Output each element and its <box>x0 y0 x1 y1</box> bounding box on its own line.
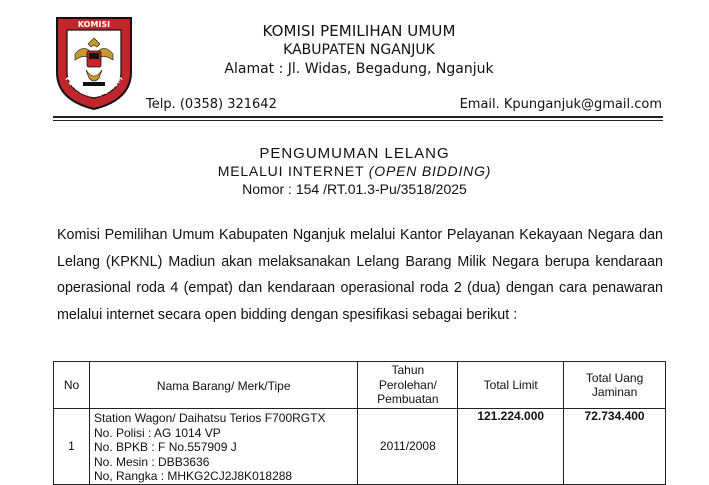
header-deposit <box>564 362 666 409</box>
org-name: KOMISI PEMILIHAN UMUM <box>262 22 456 40</box>
header-limit: Total Limit <box>458 362 564 409</box>
row-no: 1 <box>54 409 90 485</box>
table-row <box>54 409 666 485</box>
header-deposit-line-2: Jaminan <box>591 385 638 399</box>
subtitle-plain: MELALUI INTERNET <box>217 163 369 179</box>
bpkb-number: No. BPKB : F No.557909 J <box>94 440 237 454</box>
table-header-row <box>54 362 666 409</box>
announcement-title: PENGUMUMAN LELANG <box>259 145 450 162</box>
header-year <box>358 362 458 409</box>
vehicle-type: Station Wagon/ Daihatsu Terios F700RGTX <box>94 411 326 425</box>
header-year-line-1: Tahun <box>391 363 425 378</box>
logo-text-bottom: PEMILIHAN UMUM <box>63 74 125 100</box>
regency-name: KABUPATEN NGANJUK <box>283 42 435 58</box>
announcement-subtitle <box>0 163 709 179</box>
announcement-number: Nomor : 154 /RT.01.3-Pu/3518/2025 <box>242 181 467 197</box>
logo-text-top: KOMISI <box>77 20 111 29</box>
email-address: Email. Kpunganjuk@gmail.com <box>459 97 662 112</box>
header-year-line-2: Perolehan/ <box>378 377 437 392</box>
subtitle-italic: (OPEN BIDDING) <box>368 163 492 179</box>
intro-paragraph: Komisi Pemilihan Umum Kabupaten Nganjuk melalui Kantor Pelayanan Kekayaan Negara dan Lelang (KPKNL) Madiun akan melaksanakan Lelang Barang Milik Negara berupa kendaraan operasional roda 4 (empat) dan kendaraan operasional roda 2 (dua) dengan cara penawaran melalui internet secara open bidding dengan spesifikasi sebagai berikut : <box>57 227 663 323</box>
header-no: No <box>54 362 90 409</box>
header-year-line-3: Pembuatan <box>377 392 439 407</box>
address: Alamat : Jl. Widas, Begadung, Nganjuk <box>224 61 494 77</box>
engine-number: No. Mesin : DBB3636 <box>94 454 210 469</box>
header-name: Nama Barang/ Merk/Tipe <box>90 362 358 409</box>
police-number: No. Polisi : AG 1014 VP <box>94 425 221 440</box>
letterhead-rule-thin <box>53 120 663 121</box>
auction-items-table <box>53 361 666 485</box>
header-deposit-line-1: Total Uang <box>585 370 644 385</box>
kpu-logo <box>53 14 135 112</box>
row-name-cell <box>90 409 358 485</box>
row-deposit: 72.734.400 <box>564 409 666 485</box>
chassis-number: No, Rangka : MHKG2CJ2J8K018288 <box>94 469 293 483</box>
row-limit: 121.224.000 <box>458 409 564 485</box>
row-year: 2011/2008 <box>358 409 458 485</box>
letterhead-rule-thick <box>53 116 663 118</box>
phone-number: Telp. (0358) 321642 <box>146 97 277 112</box>
